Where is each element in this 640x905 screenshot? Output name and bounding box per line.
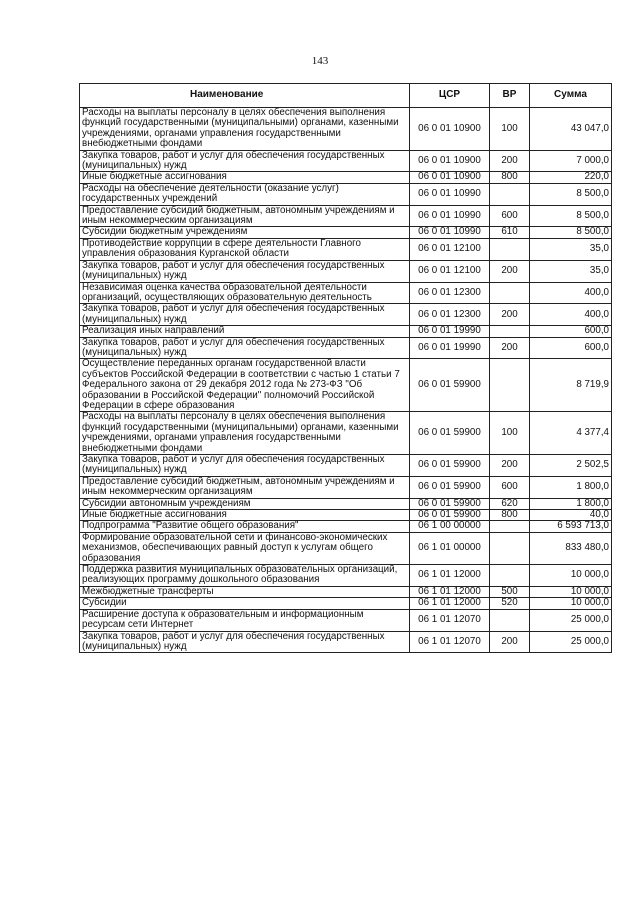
row-sum: 400,0 [530,304,612,326]
row-vr: 100 [490,412,530,455]
row-sum: 6 593 713,0 [530,521,612,532]
table-row [80,532,612,564]
row-csr: 06 0 01 12100 [410,260,490,282]
row-csr: 06 1 01 12000 [410,586,490,597]
row-sum: 35,0 [530,238,612,260]
row-name: Закупка товаров, работ и услуг для обеспечения государственных (муниципальных) нужд [80,631,410,653]
row-vr: 100 [490,108,530,151]
row-vr: 610 [490,227,530,238]
row-name: Иные бюджетные ассигнования [80,510,410,521]
row-sum: 7 000,0 [530,150,612,172]
row-sum: 600,0 [530,337,612,359]
row-name: Закупка товаров, работ и услуг для обеспечения государственных (муниципальных) нужд [80,304,410,326]
row-csr: 06 0 01 12300 [410,282,490,304]
row-vr [490,183,530,205]
table-row [80,172,612,183]
row-name: Иные бюджетные ассигнования [80,172,410,183]
row-csr: 06 1 01 00000 [410,532,490,564]
row-csr: 06 1 01 12070 [410,631,490,653]
row-vr [490,238,530,260]
table-row [80,598,612,609]
row-sum: 600,0 [530,326,612,337]
table-row [80,337,612,359]
row-name: Расходы на выплаты персоналу в целях обеспечения выполнения функций государственными (муниципальными) органами, казенными учреждениями, органами управления государственными внебюджетными фондами [80,108,410,151]
row-csr: 06 0 01 10990 [410,227,490,238]
row-name: Расходы на выплаты персоналу в целях обеспечения выполнения функций государственными (муниципальными) органами, казенными учреждениями, органами управления государственными внебюджетными фондами [80,412,410,455]
row-sum: 8 500,0 [530,205,612,227]
row-sum: 400,0 [530,282,612,304]
table-row [80,205,612,227]
row-sum: 10 000,0 [530,586,612,597]
row-vr: 200 [490,337,530,359]
row-vr: 200 [490,150,530,172]
row-vr: 200 [490,304,530,326]
row-name: Закупка товаров, работ и услуг для обеспечения государственных (муниципальных) нужд [80,455,410,477]
row-vr [490,359,530,412]
row-name: Закупка товаров, работ и услуг для обеспечения государственных (муниципальных) нужд [80,337,410,359]
header-csr: ЦСР [410,84,490,108]
row-sum: 833 480,0 [530,532,612,564]
row-csr: 06 0 01 59900 [410,412,490,455]
table-row [80,476,612,498]
row-name: Реализация иных направлений [80,326,410,337]
table-row [80,282,612,304]
row-vr [490,282,530,304]
table-row [80,586,612,597]
row-csr: 06 0 01 12100 [410,238,490,260]
table-row [80,455,612,477]
row-sum: 40,0 [530,510,612,521]
row-sum: 25 000,0 [530,631,612,653]
table-row [80,304,612,326]
row-csr: 06 0 01 19990 [410,326,490,337]
row-vr [490,609,530,631]
row-name: Субсидии бюджетным учреждениям [80,227,410,238]
row-name: Осуществление переданных органам государственной власти субъектов Российской Федерации в соответствии с частью 1 статьи 7 Федерального закона от 29 декабря 2012 года № 273-ФЗ "Об образовании в Российской Федерации" полномочий Российской Федерации в сфере образования [80,359,410,412]
row-name: Расходы на обеспечение деятельности (оказание услуг) государственных учреждений [80,183,410,205]
row-name: Предоставление субсидий бюджетным, автономным учреждениям и иным некоммерческим организациям [80,205,410,227]
row-vr [490,532,530,564]
row-sum: 8 500,0 [530,227,612,238]
row-sum: 2 502,5 [530,455,612,477]
row-csr: 06 0 01 10990 [410,205,490,227]
row-sum: 1 800,0 [530,476,612,498]
row-sum: 10 000,0 [530,565,612,587]
row-vr [490,521,530,532]
table-header-row [80,84,612,108]
row-sum: 4 377,4 [530,412,612,455]
row-csr: 06 0 01 10900 [410,150,490,172]
row-csr: 06 1 01 12000 [410,598,490,609]
row-vr: 620 [490,498,530,509]
row-csr: 06 0 01 10900 [410,108,490,151]
table-row [80,227,612,238]
row-csr: 06 1 01 12000 [410,565,490,587]
row-vr [490,326,530,337]
row-name: Независимая оценка качества образовательной деятельности организаций, осуществляющих образовательную деятельность [80,282,410,304]
page-number: 143 [311,55,329,67]
header-sum: Сумма [530,84,612,108]
row-csr: 06 0 01 19990 [410,337,490,359]
row-vr: 800 [490,172,530,183]
row-name: Субсидии автономным учреждениям [80,498,410,509]
table-row [80,498,612,509]
row-sum: 8 719,9 [530,359,612,412]
row-vr: 200 [490,455,530,477]
row-name: Закупка товаров, работ и услуг для обеспечения государственных (муниципальных) нужд [80,260,410,282]
row-vr: 600 [490,476,530,498]
row-vr: 500 [490,586,530,597]
row-csr: 06 1 01 12070 [410,609,490,631]
header-vr: ВР [490,84,530,108]
row-csr: 06 0 01 59900 [410,476,490,498]
row-vr: 200 [490,260,530,282]
row-sum: 35,0 [530,260,612,282]
row-csr: 06 0 01 59900 [410,498,490,509]
table-row [80,326,612,337]
budget-table [79,83,612,653]
table-row [80,412,612,455]
table-row [80,609,612,631]
row-name: Формирование образовательной сети и финансово-экономических механизмов, обеспечивающих равный доступ к услугам общего образования [80,532,410,564]
row-sum: 220,0 [530,172,612,183]
table-row [80,510,612,521]
row-csr: 06 0 01 12300 [410,304,490,326]
row-vr: 520 [490,598,530,609]
row-vr: 200 [490,631,530,653]
row-name: Противодействие коррупции в сфере деятельности Главного управления образования Курганской области [80,238,410,260]
row-name: Межбюджетные трансферты [80,586,410,597]
row-csr: 06 1 00 00000 [410,521,490,532]
table-row [80,183,612,205]
row-vr: 600 [490,205,530,227]
row-csr: 06 0 01 59900 [410,510,490,521]
row-sum: 10 000,0 [530,598,612,609]
table-row [80,565,612,587]
table-row [80,359,612,412]
row-name: Расширение доступа к образовательным и информационным ресурсам сети Интернет [80,609,410,631]
row-sum: 1 800,0 [530,498,612,509]
table-row [80,238,612,260]
row-name: Подпрограмма "Развитие общего образования" [80,521,410,532]
header-name: Наименование [80,84,410,108]
table-row [80,521,612,532]
row-csr: 06 0 01 10900 [410,172,490,183]
row-csr: 06 0 01 59900 [410,359,490,412]
row-sum: 25 000,0 [530,609,612,631]
row-name: Предоставление субсидий бюджетным, автономным учреждениям и иным некоммерческим организациям [80,476,410,498]
table-row [80,260,612,282]
row-name: Закупка товаров, работ и услуг для обеспечения государственных (муниципальных) нужд [80,150,410,172]
row-vr: 800 [490,510,530,521]
table-row [80,108,612,151]
row-name: Поддержка развития муниципальных образовательных организаций, реализующих программу дошкольного образования [80,565,410,587]
row-vr [490,565,530,587]
row-name: Субсидии [80,598,410,609]
row-sum: 43 047,0 [530,108,612,151]
table-row [80,150,612,172]
row-csr: 06 0 01 10990 [410,183,490,205]
table-row [80,631,612,653]
row-sum: 8 500,0 [530,183,612,205]
row-csr: 06 0 01 59900 [410,455,490,477]
